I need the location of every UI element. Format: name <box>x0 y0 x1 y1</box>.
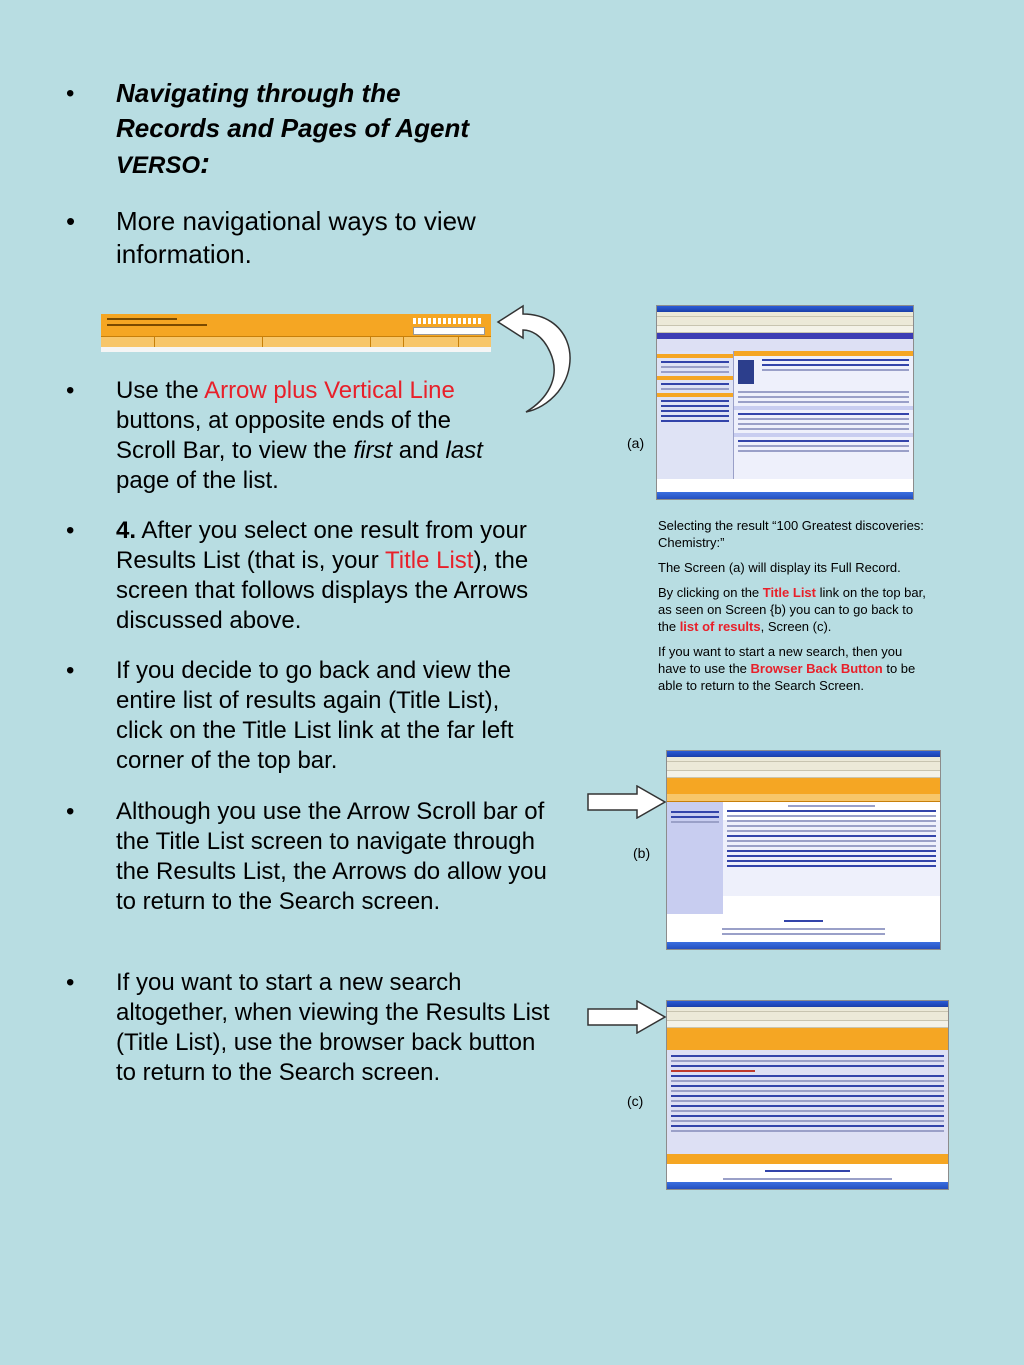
bullet-3-block <box>62 516 552 636</box>
note-2: The Screen (a) will display its Full Record. <box>658 560 901 575</box>
bullet-3-red: Title List <box>385 547 474 574</box>
bullet-2-and: and <box>392 437 446 464</box>
bullet-dot: • <box>66 657 75 684</box>
bullet-2-mid: buttons, at opposite ends of the Scroll Bar, to view the <box>116 407 451 464</box>
screenshot-a-full-record <box>656 305 914 500</box>
side-notes <box>658 517 928 702</box>
note-3-mid: link on the top bar, as seen on Screen {b) you can to go back to the <box>658 585 926 634</box>
bullet-2-first: first <box>353 437 393 464</box>
bullet-2 <box>62 376 516 496</box>
note-3 <box>658 584 928 635</box>
bullet-2-last: last <box>445 437 483 464</box>
bullet-3 <box>62 516 552 636</box>
bullet-6-text: If you want to start a new search altogether, when viewing the Results List (Title List), use the browser back button to return to the Search screen. <box>116 969 550 1086</box>
heading-block <box>62 76 552 183</box>
heading-colon: : <box>200 147 211 180</box>
heading-line-1: Navigating through the <box>116 78 401 108</box>
note-4 <box>658 643 928 694</box>
bullet-3-num: 4. <box>116 517 137 544</box>
bullet-2-red: Arrow plus Vertical Line <box>204 377 455 404</box>
bullet-3-post: ), the screen that follows displays the Arrows discussed above. <box>116 547 529 634</box>
bullet-dot: • <box>66 969 75 996</box>
note-3-list-of-results: list of results <box>679 619 761 634</box>
bullet-5 <box>62 797 552 917</box>
note-3-pre: By clicking on the <box>658 585 763 600</box>
bullet-4-text: If you decide to go back and view the entire list of results again (Title List), click on the Title List link at the far left corner of the top bar. <box>116 657 514 774</box>
bullet-dot: • <box>66 798 75 825</box>
bullet-dot: • <box>66 517 75 544</box>
bullet-dot: • <box>66 377 75 404</box>
bullet-2-post: page of the list. <box>116 467 279 494</box>
caption-b: (b) <box>633 845 651 861</box>
bullet-4-block <box>62 656 552 776</box>
arrow-right-icon <box>587 1000 667 1034</box>
note-4-post: to be able to return to the Search Screen. <box>658 661 916 693</box>
caption-a: (a) <box>627 435 645 451</box>
arrow-right-icon <box>587 785 667 819</box>
bullet-6 <box>62 968 552 1088</box>
note-1: Selecting the result “100 Greatest discoveries: Chemistry:” <box>658 518 924 550</box>
bullet-1-block <box>62 205 552 271</box>
screenshot-b-title-list-link <box>666 750 941 950</box>
heading-line-2: Records and Pages of Agent <box>116 113 469 143</box>
bullet-1 <box>62 205 546 271</box>
title-list-bar-thumbnail <box>101 314 491 352</box>
bullet-dot: • <box>66 206 76 236</box>
heading-line-3 <box>116 146 552 183</box>
heading-verso: VERSO <box>116 152 201 179</box>
bullet-3-pre: After you select one result from your Results List (that is, your <box>116 517 527 574</box>
screenshot-c-results-list <box>666 1000 949 1190</box>
bullet-2-block <box>62 376 552 496</box>
caption-c: (c) <box>627 1093 644 1109</box>
curved-arrow-icon <box>488 300 583 415</box>
note-3-post: , Screen (c). <box>760 619 832 634</box>
bullet-6-block <box>62 968 552 1088</box>
note-3-title-list: Title List <box>762 585 816 600</box>
bullet-5-block <box>62 797 552 917</box>
note-4-pre: If you want to start a new search, then you have to use the <box>658 644 903 676</box>
bullet-2-pre: Use the <box>116 377 205 404</box>
bullet-5-text: Although you use the Arrow Scroll bar of the Title List screen to navigate through the Results List, the Arrows do allow you to return to the Search screen. <box>116 798 547 915</box>
note-4-browser-back: Browser Back Button <box>750 661 883 676</box>
slide-heading <box>62 76 552 183</box>
bullet-dot: • <box>66 80 75 107</box>
bullet-1-text: More navigational ways to view information. <box>116 206 476 269</box>
bullet-4 <box>62 656 552 776</box>
